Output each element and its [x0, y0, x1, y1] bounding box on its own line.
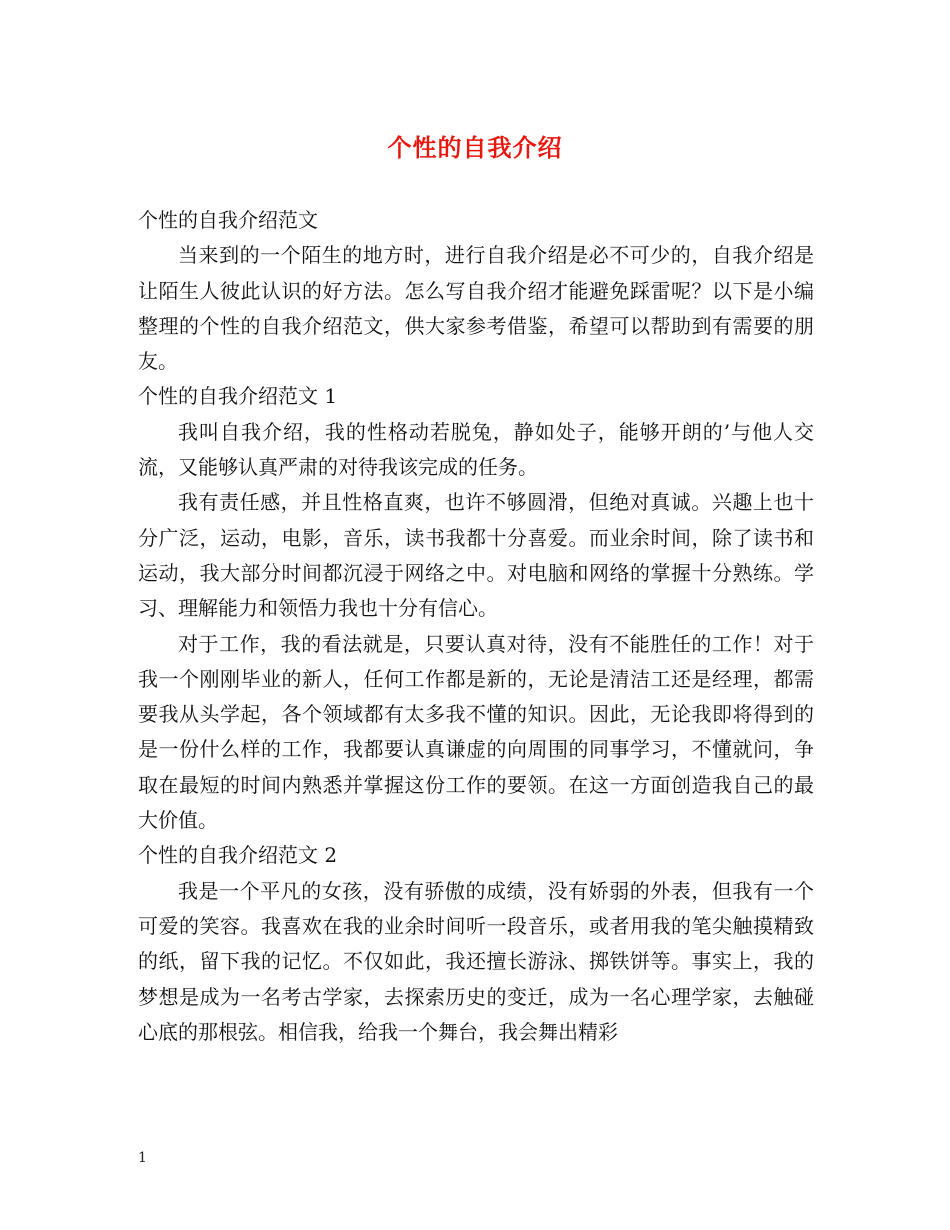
paragraph-intro: 当来到的一个陌生的地方时，进行自我介绍是必不可少的，自我介绍是让陌生人彼此认识的好方法。怎么写自我介绍才能避免踩雷呢？以下是小编整理的个性的自我介绍范文，供大家参考借鉴，希望可以帮助到有需要的朋友。 — [138, 243, 814, 374]
paragraph-sample-1-b: 我有责任感，并且性格直爽，也许不够圆滑，但绝对真诚。兴趣上也十分广泛，运动，电影，音乐，读书我都十分喜爱。而业余时间，除了读书和运动，我大部分时间都沉浸于网络之中。对电脑和网络的掌握十分熟练。学习、理解能力和领悟力我也十分有信心。 — [138, 490, 814, 621]
document-title: 个性的自我介绍 — [387, 133, 563, 162]
paragraph-sample-2: 我是一个平凡的女孩，没有骄傲的成绩，没有娇弱的外表，但我有一个可爱的笑容。我喜欢在我的业余时间听一段音乐，或者用我的笔尖触摸精致的纸，留下我的记忆。不仅如此，我还擅长游泳、掷铁饼等。事实上，我的梦想是成为一名考古学家，去探索历史的变迁，成为一名心理学家，去触碰心底的那根弦。相信我，给我一个舞台，我会舞出精彩 — [138, 878, 814, 1044]
section-heading-intro: 个性的自我介绍范文 — [138, 208, 318, 232]
section-heading-sample-2: 个性的自我介绍范文 2 — [138, 843, 338, 868]
paragraph-sample-1-a: 我叫自我介绍，我的性格动若脱兔，静如处子，能够开朗的’与他人交流，又能够认真严肃的对待我该完成的任务。 — [138, 419, 814, 480]
page-number: 1 — [138, 1150, 147, 1166]
section-heading-sample-1: 个性的自我介绍范文 1 — [138, 384, 338, 409]
document-body — [138, 203, 814, 1050]
paragraph-sample-1-c: 对于工作，我的看法就是，只要认真对待，没有不能胜任的工作！对于我一个刚刚毕业的新人，任何工作都是新的，无论是清洁工还是经理，都需要我从头学起，各个领域都有太多我不懂的知识。因此，无论我即将得到的是一份什么样的工作，我都要认真谦虚的向周围的同事学习，不懂就问，争取在最短的时间内熟悉并掌握这份工作的要领。在这一方面创造我自己的最大价值。 — [138, 631, 814, 833]
